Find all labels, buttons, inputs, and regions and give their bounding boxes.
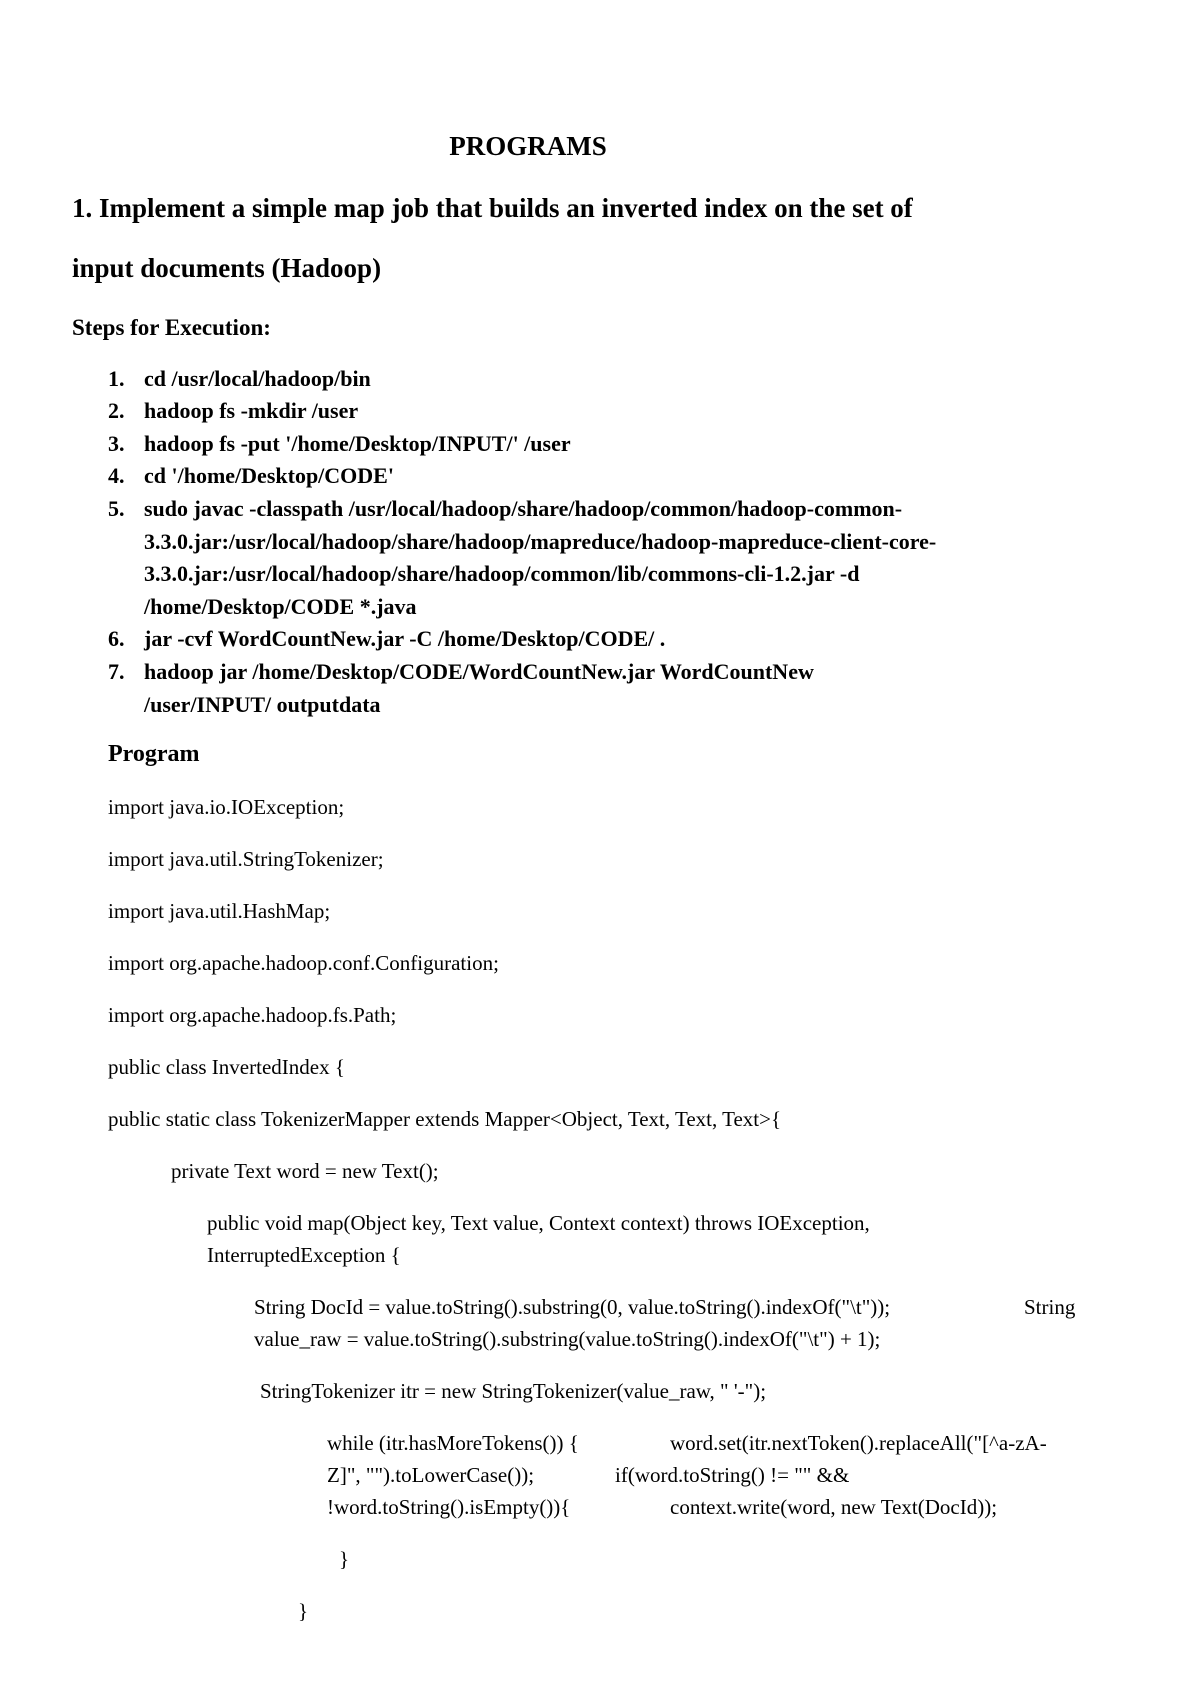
- step-text: cd '/home/Desktop/CODE': [144, 463, 394, 488]
- step-text: sudo javac -classpath /usr/local/hadoop/share/hadoop/common/hadoop-common-: [144, 496, 903, 521]
- step-text-continued: /user/INPUT/ outputdata: [144, 692, 381, 717]
- step-number: 7.: [108, 659, 125, 684]
- question-heading-line-1: 1. Implement a simple map job that builds an inverted index on the set of: [72, 193, 913, 223]
- code-line: while (itr.hasMoreTokens()) {: [327, 1431, 579, 1455]
- code-line: public class InvertedIndex {: [108, 1055, 345, 1079]
- program-heading: Program: [108, 741, 200, 767]
- code-line: if(word.toString() != "" &&: [615, 1463, 850, 1487]
- code-line: StringTokenizer itr = new StringTokenizer(value_raw, " '-");: [260, 1379, 767, 1403]
- code-line: String: [1024, 1295, 1076, 1319]
- code-line: import java.util.StringTokenizer;: [108, 847, 384, 871]
- step-text: hadoop jar /home/Desktop/CODE/WordCountNew.jar WordCountNew: [144, 659, 814, 684]
- code-line: import org.apache.hadoop.conf.Configuration;: [108, 951, 499, 975]
- step-number: 4.: [108, 463, 125, 488]
- step-number: 3.: [108, 431, 125, 456]
- step-text: hadoop fs -put '/home/Desktop/INPUT/' /user: [144, 431, 571, 456]
- code-line: word.set(itr.nextToken().replaceAll("[^a-zA-: [670, 1431, 1047, 1455]
- code-line: import java.io.IOException;: [108, 795, 345, 819]
- code-line: import org.apache.hadoop.fs.Path;: [108, 1003, 397, 1027]
- step-text: jar -cvf WordCountNew.jar -C /home/Desktop/CODE/ .: [144, 626, 666, 651]
- step-text: cd /usr/local/hadoop/bin: [144, 366, 371, 391]
- step-number: 1.: [108, 366, 125, 391]
- code-line: private Text word = new Text();: [171, 1159, 439, 1183]
- step-number: 6.: [108, 626, 125, 651]
- code-line: Z]", "").toLowerCase());: [327, 1463, 535, 1487]
- step-text-continued: /home/Desktop/CODE *.java: [144, 594, 417, 619]
- code-line: }: [339, 1547, 350, 1571]
- code-line: import java.util.HashMap;: [108, 899, 331, 923]
- step-text-continued: 3.3.0.jar:/usr/local/hadoop/share/hadoop/common/lib/commons-cli-1.2.jar -d: [144, 561, 860, 586]
- code-line: public static class TokenizerMapper extends Mapper<Object, Text, Text, Text>{: [108, 1107, 782, 1131]
- code-line: InterruptedException {: [207, 1243, 401, 1267]
- code-line: context.write(word, new Text(DocId));: [670, 1495, 998, 1519]
- code-line: }: [298, 1599, 309, 1623]
- page-title: PROGRAMS: [449, 131, 607, 161]
- step-text-continued: 3.3.0.jar:/usr/local/hadoop/share/hadoop/mapreduce/hadoop-mapreduce-client-core-: [144, 529, 937, 554]
- code-line: !word.toString().isEmpty()){: [327, 1495, 571, 1519]
- code-line: public void map(Object key, Text value, Context context) throws IOException,: [207, 1211, 870, 1235]
- code-line: String DocId = value.toString().substring(0, value.toString().indexOf("\t"));: [254, 1295, 891, 1319]
- step-number: 5.: [108, 496, 125, 521]
- code-line: value_raw = value.toString().substring(value.toString().indexOf("\t") + 1);: [254, 1327, 881, 1351]
- steps-heading: Steps for Execution:: [72, 315, 271, 340]
- step-number: 2.: [108, 398, 125, 423]
- step-text: hadoop fs -mkdir /user: [144, 398, 359, 423]
- question-heading-line-2: input documents (Hadoop): [72, 253, 382, 283]
